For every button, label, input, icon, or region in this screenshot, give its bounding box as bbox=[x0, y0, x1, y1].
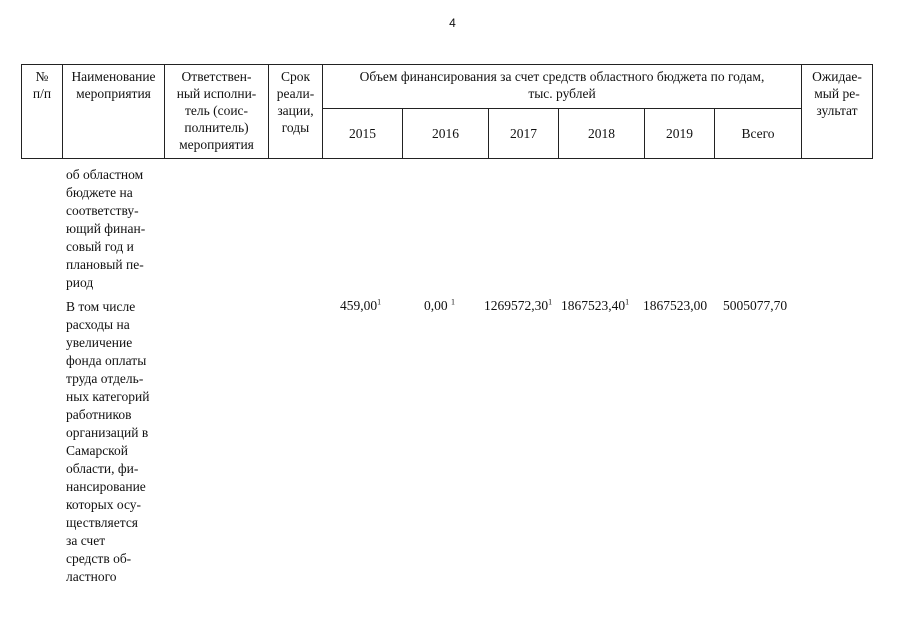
page-number: 4 bbox=[449, 16, 456, 30]
row-description: В том числе расходы на увеличение фонда оплаты труда отдель- ных категорий работников организаций в Самарской области, фи- нансирование которых осу- ществляется за счет средств об- ластного bbox=[66, 299, 150, 584]
header-year-2018: 2018 bbox=[559, 109, 645, 159]
header-year-total: Всего bbox=[715, 109, 802, 159]
value-2019: 1867523,00 bbox=[643, 298, 708, 313]
header-year-2015: 2015 bbox=[323, 109, 403, 159]
header-year-2019: 2019 bbox=[645, 109, 715, 159]
funding-table bbox=[21, 64, 873, 159]
footnote-mark: 1 bbox=[377, 297, 382, 307]
value-total: 5005077,70 bbox=[723, 298, 788, 313]
header-name: Наименование мероприятия bbox=[63, 65, 165, 159]
header-executor: Ответствен- ный исполни- тель (соис- полнитель) мероприятия bbox=[165, 65, 269, 159]
footnote-mark: 1 bbox=[548, 297, 553, 307]
value-2017: 1269572,30$^1$ bbox=[484, 297, 553, 313]
header-year-2017: 2017 bbox=[489, 109, 559, 159]
header-term: Срок реали- зации, годы bbox=[269, 65, 323, 159]
value-2015: 459,00$^1$ bbox=[340, 297, 382, 313]
header-result: Ожидае- мый ре- зультат bbox=[802, 65, 873, 159]
header-year-2016: 2016 bbox=[403, 109, 489, 159]
value-2016: 0,00 $^1$ bbox=[424, 297, 455, 313]
continuation-text: об областном бюджете на соответству- ющий финан- совый год и плановый пе- риод bbox=[66, 167, 146, 290]
footnote-mark: 1 bbox=[451, 297, 455, 307]
footnote-mark: 1 bbox=[625, 297, 630, 307]
header-no: № п/п bbox=[22, 65, 63, 159]
header-funding: Объем финансирования за счет средств областного бюджета по годам, тыс. рублей bbox=[323, 65, 802, 109]
value-2018: 1867523,40$^1$ bbox=[561, 297, 630, 313]
